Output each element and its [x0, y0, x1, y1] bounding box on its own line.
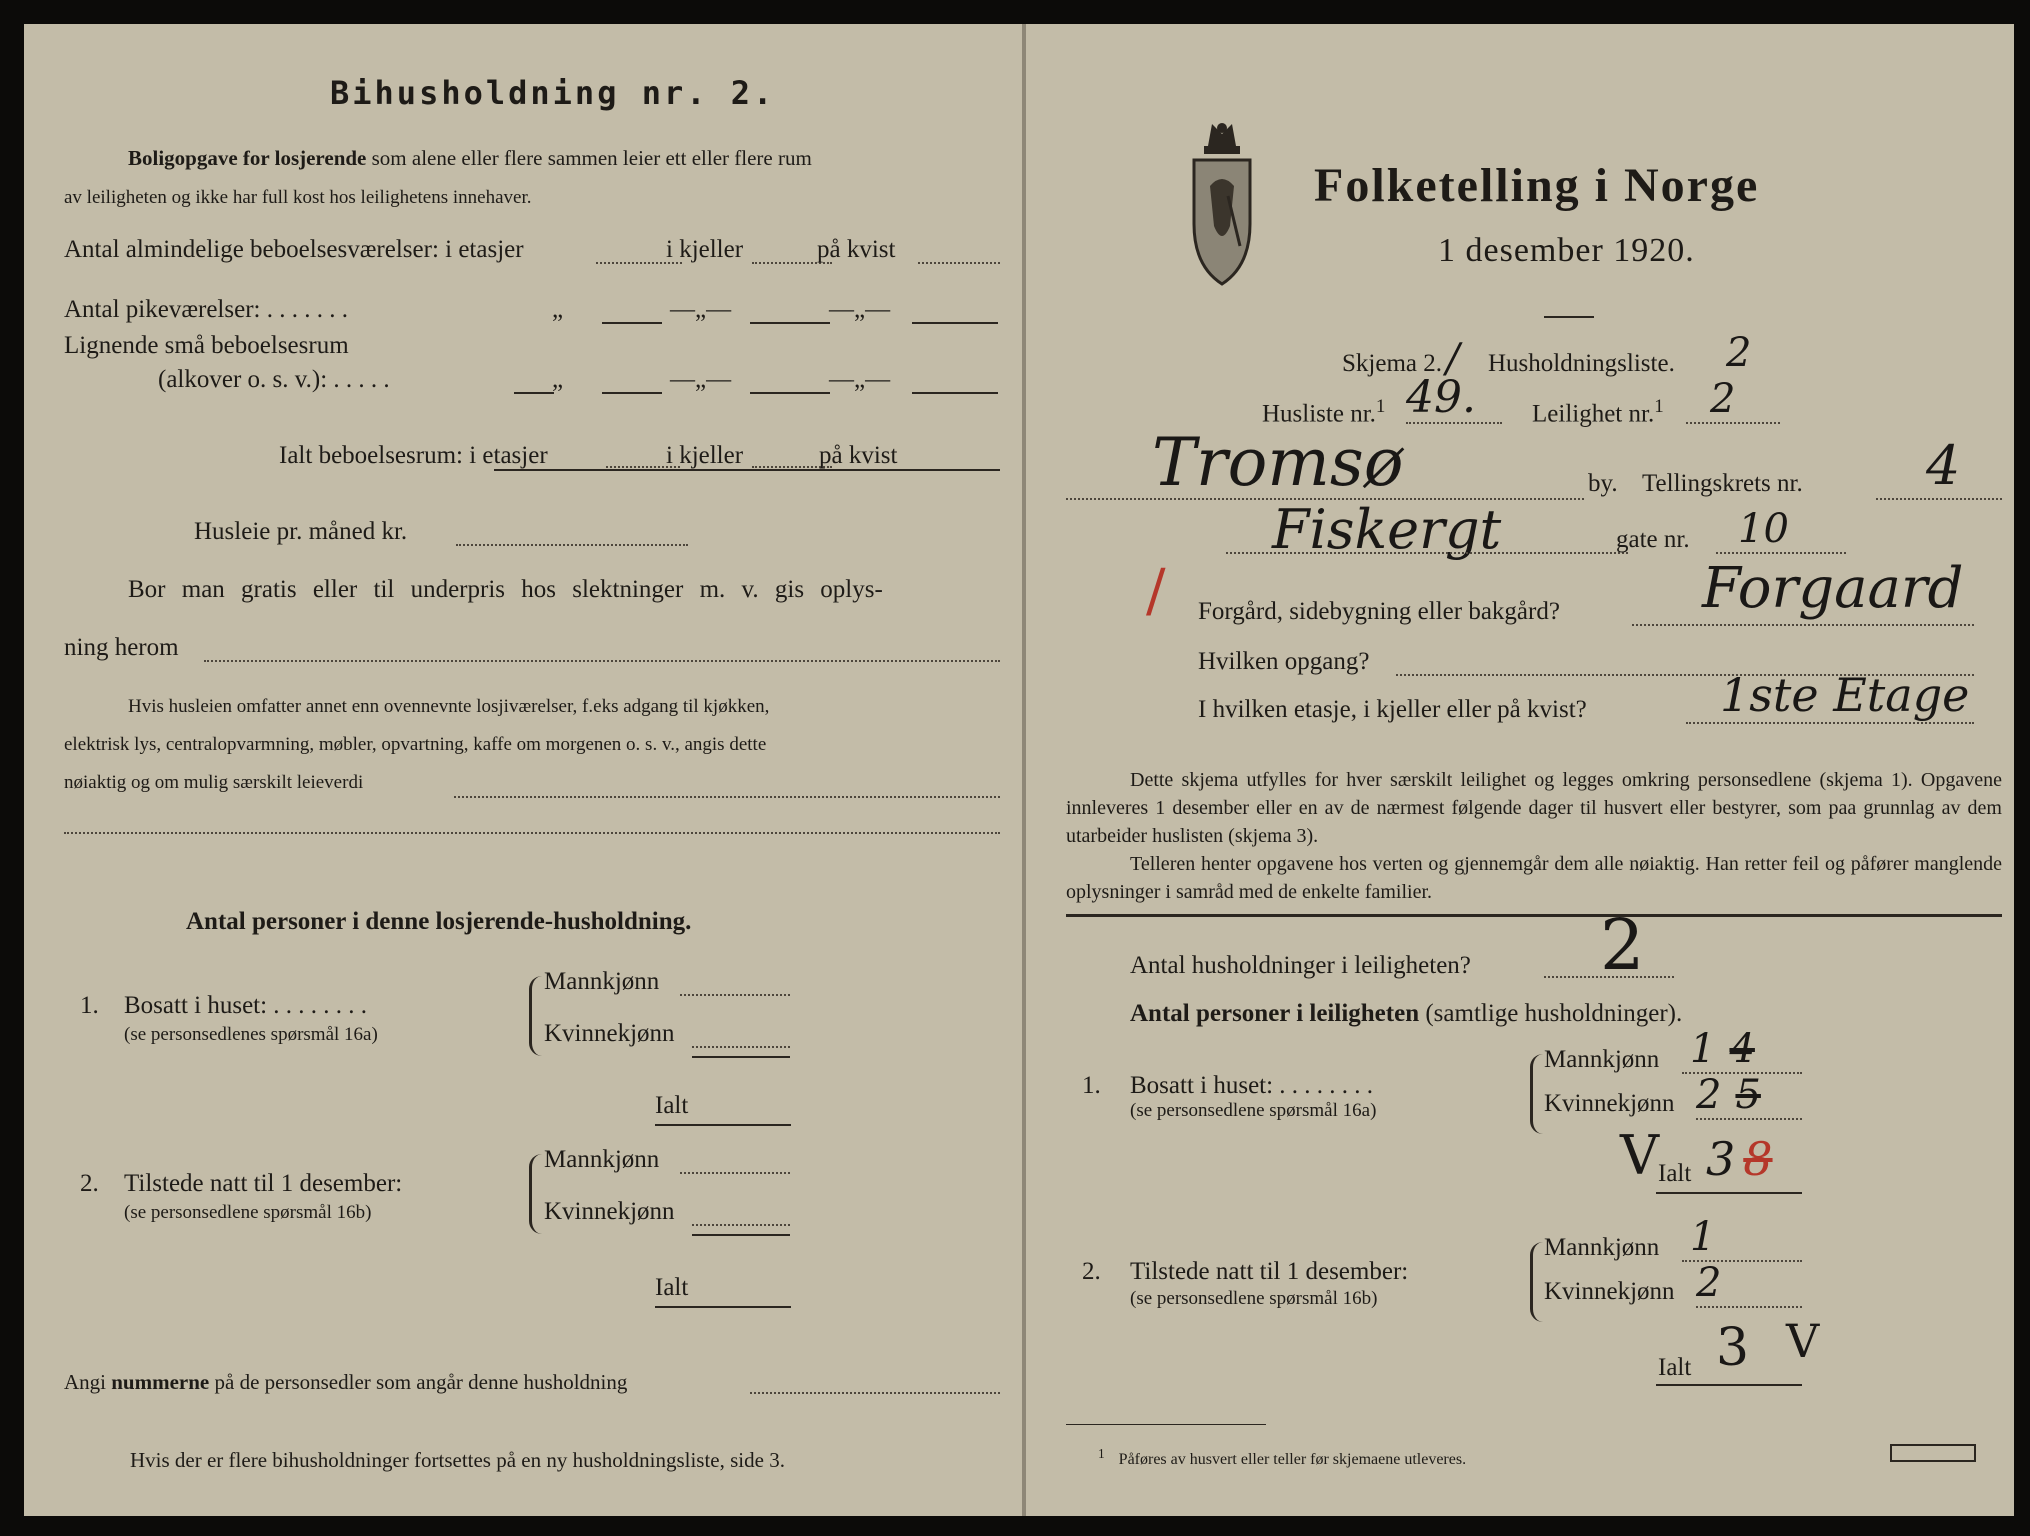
intro-bold: Boligopgave for losjerende	[128, 146, 367, 170]
pike-label: Antal pikeværelser: . . . . . . .	[64, 296, 348, 323]
angi-bold: nummerne	[111, 1370, 210, 1394]
left-title: Bihusholdning nr. 2.	[330, 74, 776, 112]
left-q1-kvinne-field[interactable]	[692, 1046, 790, 1048]
ialt-kvist-label: på kvist	[819, 442, 898, 469]
etasje-label: I hvilken etasje, i kjeller eller på kvist?	[1198, 696, 1587, 723]
right-persons-heading-rest: (samtlige husholdninger).	[1425, 1000, 1683, 1027]
left-q1-ialt-label: Ialt	[655, 1092, 689, 1119]
right-q1-check: V	[1620, 1124, 1659, 1187]
printer-stamp-icon	[1890, 1444, 1976, 1462]
intro-line-2: av leiligheten og ikke har full kost hos leilighetens innehaver.	[64, 187, 532, 208]
hvis-line-1: Hvis husleien omfatter annet enn ovennevnte losjiværelser, f.eks adgang til kjøkken,	[128, 696, 770, 717]
skjema-label: Skjema 2.	[1342, 350, 1442, 377]
pike-field-3[interactable]	[912, 322, 998, 324]
lign-label-2: (alkover o. s. v.): . . . . .	[158, 366, 390, 393]
hvis-line-2: elektrisk lys, centralopvarmning, møbler, opvartning, kaffe om morgenen o. s. v., angis dette	[64, 734, 767, 755]
right-q1-mann-value: 1	[1690, 1026, 1716, 1072]
leilighet-text: Leilighet nr.	[1532, 400, 1655, 428]
left-q1-underline	[692, 1056, 790, 1058]
right-q1-kvinne-field[interactable]	[1696, 1118, 1802, 1120]
by-label: by.	[1588, 470, 1618, 497]
opgang-label: Hvilken opgang?	[1198, 648, 1370, 675]
leieverdi-field-2[interactable]	[64, 832, 1000, 834]
gate-nr-hw: 10	[1738, 506, 1789, 552]
leilighet-hw: 2	[1710, 376, 1736, 422]
right-q2-kvinne-hw: 2	[1696, 1260, 1722, 1306]
pike-ditto-3: —„—	[829, 296, 891, 323]
husleie-label: Husleie pr. måned kr.	[194, 518, 408, 545]
footnote-num: 1	[1098, 1446, 1105, 1461]
left-q2-ialt-field[interactable]	[655, 1306, 791, 1308]
right-q1-num: 1.	[1082, 1072, 1101, 1099]
ialt-rooms-label: Ialt beboelsesrum: i etasjer	[279, 442, 548, 469]
etasje-hw: 1ste Etage	[1720, 668, 1970, 722]
gate-label: gate nr.	[1616, 526, 1690, 553]
footnote-text: Påføres av husvert eller teller før skjemaene utleveres.	[1118, 1451, 1467, 1469]
right-q2-ialt-field[interactable]	[1656, 1384, 1802, 1386]
gate-hw: Fiskergt	[1272, 498, 1502, 561]
title-rule	[1544, 316, 1594, 318]
right-q1-ialt-value: 3	[1706, 1132, 1736, 1186]
antal-hush-label: Antal husholdninger i leiligheten?	[1130, 952, 1471, 979]
footnote-rule	[1066, 1424, 1266, 1425]
right-q1-mann-hw	[1690, 1026, 1755, 1072]
ialt-kjeller-label: i kjeller	[666, 442, 744, 469]
lign-label-1: Lignende små beboelsesrum	[64, 332, 349, 359]
rooms-kvist-field[interactable]	[918, 262, 1000, 264]
right-q2-mann-label: Mannkjønn	[1544, 1234, 1660, 1261]
lign-ditto-3: —„—	[829, 366, 891, 393]
instructions-rule	[1066, 914, 2002, 917]
husliste-field[interactable]	[1406, 422, 1502, 424]
left-page	[24, 24, 1022, 1516]
right-q2-ialt-label: Ialt	[1658, 1354, 1692, 1381]
antal-hush-hw: 2	[1600, 904, 1645, 986]
left-q1-kvinne-label: Kvinnekjønn	[544, 1020, 675, 1047]
right-q2-kvinne-label: Kvinnekjønn	[1544, 1278, 1675, 1305]
left-q2-kvinne-field[interactable]	[692, 1224, 790, 1226]
left-q1-mann-field[interactable]	[680, 994, 790, 996]
right-q1-ialt-field[interactable]	[1656, 1192, 1802, 1194]
right-q1-mann-struck: 4	[1729, 1026, 1755, 1072]
leilighet-sup: 1	[1654, 396, 1664, 417]
leilighet-label	[1532, 396, 1664, 428]
intro-rest: som alene eller flere sammen leier ett eller flere rum	[371, 146, 812, 170]
husleie-field[interactable]	[456, 544, 688, 546]
right-title: Folketelling i Norge	[1314, 159, 1760, 212]
right-q1-label: Bosatt i huset: . . . . . . . .	[1130, 1072, 1374, 1099]
left-q2-num: 2.	[80, 1170, 99, 1197]
etasje-field[interactable]	[1686, 722, 1974, 724]
leieverdi-field[interactable]	[454, 796, 1000, 798]
right-q1-brace	[1530, 1054, 1543, 1134]
right-q1-kvinne-value: 2	[1696, 1072, 1722, 1118]
leilighet-field[interactable]	[1686, 422, 1780, 424]
gratis-line-1: Bor man gratis eller til underpris hos slektninger m. v. gis oplys-	[128, 576, 883, 603]
left-q2-label: Tilstede natt til 1 desember:	[124, 1170, 403, 1197]
lign-ditto-1: „	[552, 366, 564, 393]
ialt-rooms-underline	[494, 469, 1000, 471]
right-q2-label: Tilstede natt til 1 desember:	[1130, 1258, 1409, 1285]
right-q2-num: 2.	[1082, 1258, 1101, 1285]
forgaard-hw: Forgaard	[1702, 556, 1964, 621]
angi-field[interactable]	[750, 1392, 1000, 1394]
census-date: 1 desember 1920.	[1438, 232, 1695, 269]
krets-field[interactable]	[1876, 498, 2002, 500]
pike-field-2[interactable]	[750, 322, 830, 324]
gate-field[interactable]	[1226, 552, 1628, 554]
gratis-field[interactable]	[204, 660, 1000, 662]
left-q2-kvinne-label: Kvinnekjønn	[544, 1198, 675, 1225]
pike-ditto-2: —„—	[670, 296, 732, 323]
krets-label: Tellingskrets nr.	[1642, 470, 1803, 497]
right-q1-kvinne-struck: 5	[1735, 1072, 1761, 1118]
right-q2-brace	[1530, 1242, 1543, 1322]
red-margin-mark: /	[1146, 556, 1166, 624]
right-q2-sub: (se personsedlene spørsmål 16b)	[1130, 1288, 1378, 1309]
rooms-kvist-label: på kvist	[817, 236, 896, 263]
lign-field-3[interactable]	[912, 392, 998, 394]
lign-field-2[interactable]	[750, 392, 830, 394]
right-q1-kvinne-hw	[1696, 1072, 1761, 1118]
left-q1-mann-label: Mannkjønn	[544, 968, 660, 995]
antal-hush-field[interactable]	[1544, 976, 1674, 978]
skjema-hw: /	[1446, 336, 1460, 382]
left-q1-sub: (se personsedlenes spørsmål 16a)	[124, 1024, 378, 1045]
pike-ditto-1: „	[552, 296, 564, 323]
lign-field-1[interactable]	[602, 392, 662, 394]
husholdningsliste-hw: 2	[1726, 330, 1752, 376]
left-q2-sub: (se personsedlene spørsmål 16b)	[124, 1202, 372, 1223]
right-page	[1026, 24, 2014, 1516]
footnote	[1098, 1446, 1466, 1469]
gratis-line-2: ning herom	[64, 634, 179, 661]
right-q1-ialt-struck: 8	[1743, 1132, 1773, 1186]
husliste-text: Husliste nr.	[1262, 400, 1376, 428]
left-persons-heading: Antal personer i denne losjerende-husholdning.	[186, 908, 692, 935]
left-q1-num: 1.	[80, 992, 99, 1019]
husholdningsliste-label: Husholdningsliste.	[1488, 350, 1675, 377]
left-q2-brace	[529, 1154, 542, 1234]
right-persons-heading-bold: Antal personer i leiligheten	[1130, 1000, 1420, 1027]
left-q1-label: Bosatt i huset: . . . . . . . .	[124, 992, 368, 1019]
forgaard-label: Forgård, sidebygning eller bakgård?	[1198, 598, 1560, 625]
left-q2-mann-label: Mannkjønn	[544, 1146, 660, 1173]
forgaard-field[interactable]	[1632, 624, 1974, 626]
right-q2-kvinne-field[interactable]	[1696, 1306, 1802, 1308]
right-q2-mann-hw: 1	[1690, 1214, 1716, 1260]
left-q2-mann-field[interactable]	[680, 1172, 790, 1174]
left-footer: Hvis der er flere bihusholdninger fortsettes på en ny husholdningsliste, side 3.	[130, 1448, 785, 1472]
instructions-p1: Dette skjema utfylles for hver særskilt leilighet og legges omkring personsedlene (skjema 1). Opgavene innleveres 1 desember eller en av de nærmest følgende dager til husvert eller bestyrer, som paa grunnlag av dem utarbeider huslisten (skjema 3).	[1066, 769, 2002, 847]
gate-nr-field[interactable]	[1716, 552, 1846, 554]
right-q2-check: V	[1786, 1314, 1820, 1368]
coat-of-arms-icon	[1188, 116, 1256, 288]
krets-hw: 4	[1926, 434, 1961, 497]
rooms-label: Antal almindelige beboelsesværelser: i etasjer	[64, 236, 524, 263]
left-q2-underline	[692, 1234, 790, 1236]
left-q2-ialt-label: Ialt	[655, 1274, 689, 1301]
lign-ditto-2: —„—	[670, 366, 732, 393]
by-hw: Tromsø	[1152, 424, 1404, 501]
husliste-sup: 1	[1375, 396, 1386, 417]
rooms-kjeller-label: i kjeller	[666, 236, 744, 263]
angi-post: på de personsedler som angår denne husholdning	[214, 1370, 628, 1394]
right-persons-heading	[1130, 1000, 1682, 1028]
hvis-line-3: nøiaktig og om mulig særskilt leieverdi	[64, 772, 364, 793]
left-q1-ialt-field[interactable]	[655, 1124, 791, 1126]
intro-line-1	[128, 146, 812, 171]
right-q1-ialt-hw	[1706, 1132, 1773, 1186]
angi-line	[64, 1370, 627, 1395]
right-q1-kvinne-label: Kvinnekjønn	[1544, 1090, 1675, 1117]
lign-field-0[interactable]	[514, 392, 554, 394]
instructions-p2: Telleren henter opgavene hos verten og gjennemgår dem alle nøiaktig. Han retter feil og påfører manglende oplysninger i samråd med de enkelte familier.	[1066, 853, 2002, 903]
right-q1-mann-label: Mannkjønn	[1544, 1046, 1660, 1073]
angi-pre: Angi	[64, 1370, 106, 1394]
husliste-hw: 49.	[1406, 372, 1476, 423]
pike-field-1[interactable]	[602, 322, 662, 324]
left-q1-brace	[529, 976, 542, 1056]
right-q1-sub: (se personsedlene spørsmål 16a)	[1130, 1100, 1377, 1121]
right-q2-ialt-hw: 3	[1716, 1318, 1750, 1378]
right-q1-ialt-label: Ialt	[1658, 1160, 1692, 1187]
